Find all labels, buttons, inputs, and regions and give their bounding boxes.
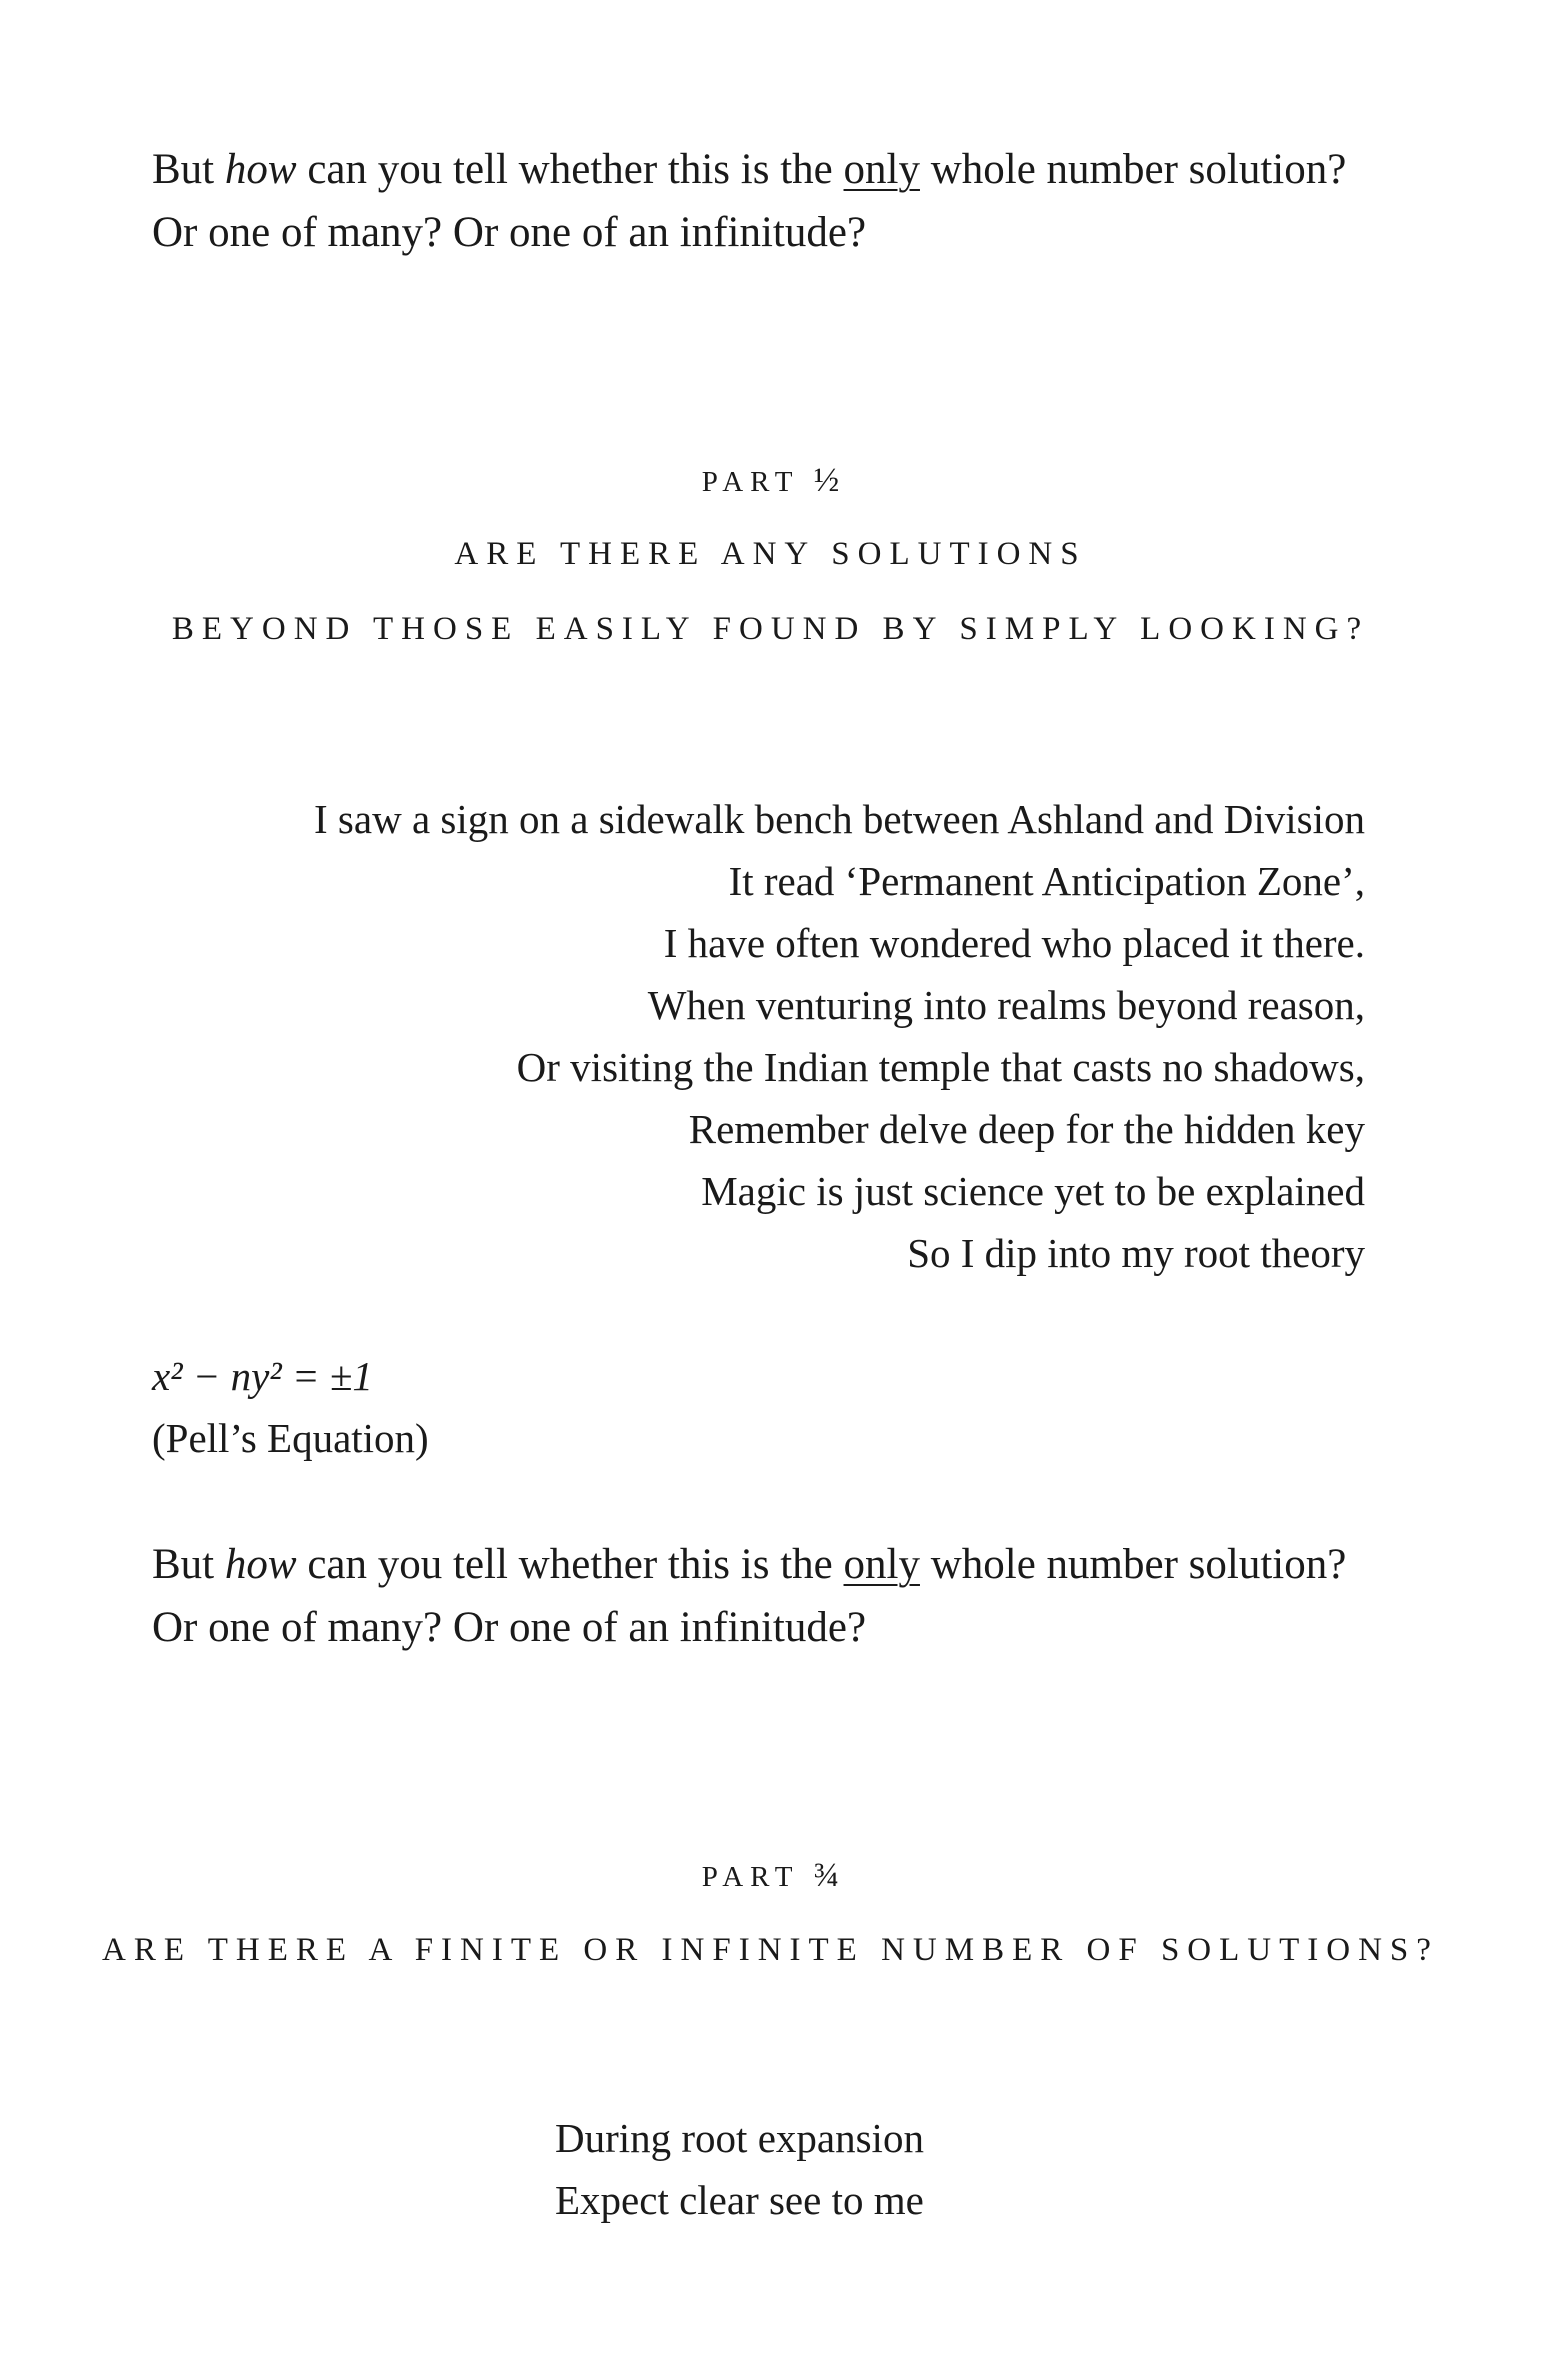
equation-expression: x² − ny² = ±1	[152, 1353, 373, 1399]
pell-equation	[152, 1345, 429, 1469]
emphasis-text: how	[224, 1541, 297, 1588]
poem-line: Expect clear see to me	[555, 2177, 924, 2223]
prose-line: Or one of many? Or one of an infinitude?	[152, 1604, 867, 1651]
prose-block-top	[152, 138, 1402, 264]
poem-line: I saw a sign on a sidewalk bench between Ashland and Division	[314, 796, 1365, 842]
prose-text: whole number solution?	[919, 146, 1347, 193]
poem-centered	[555, 2107, 924, 2231]
poem-line: So I dip into my root theory	[907, 1230, 1365, 1276]
part-title-line: ARE THERE ANY SOLUTIONS	[454, 536, 1087, 572]
part-title-line: BEYOND THOSE EASILY FOUND BY SIMPLY LOOKING?	[171, 611, 1370, 647]
poem-line: It read ‘Permanent Anticipation Zone’,	[728, 858, 1365, 904]
part-label: PART	[701, 1861, 800, 1893]
prose-block-bottom	[152, 1533, 1402, 1659]
prose-text: But	[152, 146, 225, 193]
prose-text: can you tell whether this is the	[296, 146, 844, 193]
poem-line: When venturing into realms beyond reason,	[647, 982, 1365, 1028]
prose-line: Or one of many? Or one of an infinitude?	[152, 209, 867, 256]
prose-line	[152, 138, 1402, 201]
part-fraction: ¾	[813, 1857, 840, 1894]
poem-line: Remember delve deep for the hidden key	[688, 1106, 1365, 1152]
underlined-text: only	[843, 146, 920, 193]
poem-right-aligned	[65, 788, 1365, 1284]
prose-text: can you tell whether this is the	[296, 1541, 844, 1588]
part-heading-three-quarters	[0, 1857, 1541, 1895]
part-fraction: ½	[813, 462, 840, 499]
poem-line: Or visiting the Indian temple that casts no shadows,	[516, 1044, 1365, 1090]
prose-line	[152, 1533, 1402, 1596]
poem-line: During root expansion	[555, 2115, 924, 2161]
part-heading-half	[0, 462, 1541, 500]
part-label: PART	[701, 466, 800, 498]
part-title-line: ARE THERE A FINITE OR INFINITE NUMBER OF SOLUTIONS?	[102, 1932, 1439, 1968]
underlined-text: only	[843, 1541, 920, 1588]
prose-text: whole number solution?	[919, 1541, 1347, 1588]
equation-caption: (Pell’s Equation)	[152, 1415, 429, 1461]
emphasis-text: how	[224, 146, 297, 193]
poem-line: I have often wondered who placed it there.	[663, 920, 1365, 966]
poem-line: Magic is just science yet to be explained	[701, 1168, 1365, 1214]
prose-text: But	[152, 1541, 225, 1588]
